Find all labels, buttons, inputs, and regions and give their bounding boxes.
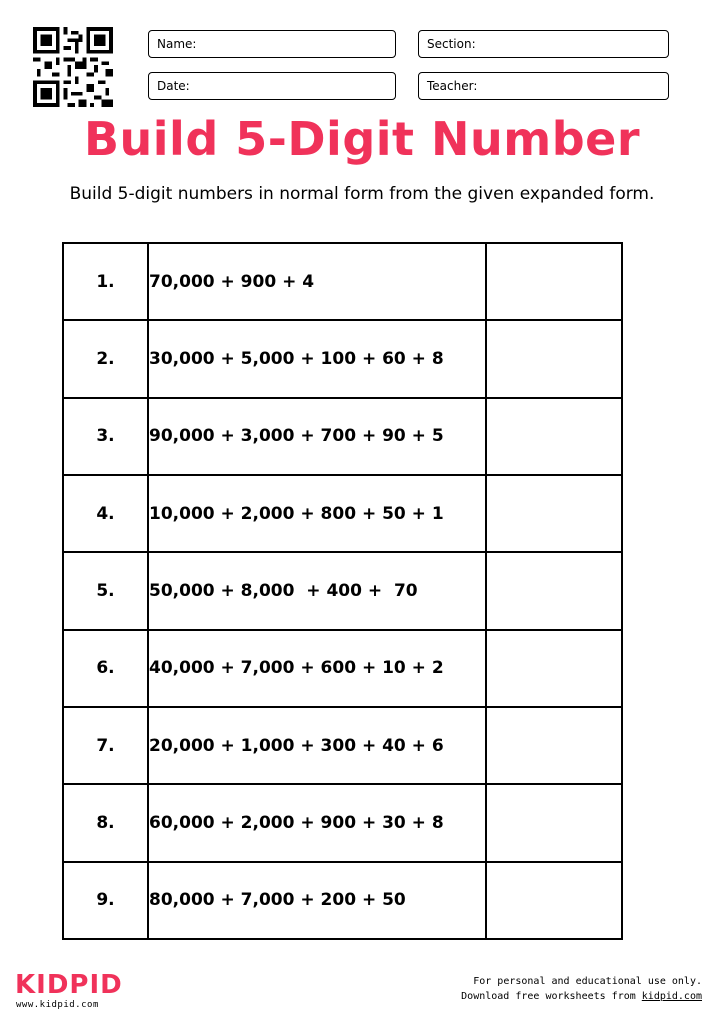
table-row bbox=[63, 320, 622, 397]
instructions: Build 5-digit numbers in normal form from the given expanded form. bbox=[69, 184, 655, 204]
date-field[interactable] bbox=[148, 72, 396, 100]
footer-link[interactable]: kidpid.com bbox=[641, 991, 702, 1002]
row-number: 9. bbox=[63, 862, 148, 939]
table-row bbox=[63, 243, 622, 320]
expanded-form: 30,000 + 5,000 + 100 + 60 + 8 bbox=[148, 320, 486, 397]
footer-line2 bbox=[461, 989, 702, 1004]
answer-box[interactable] bbox=[486, 552, 622, 629]
row-number: 7. bbox=[63, 707, 148, 784]
row-number: 1. bbox=[63, 243, 148, 320]
kidpid-logo: KIDPID bbox=[15, 970, 123, 1000]
answer-box[interactable] bbox=[486, 320, 622, 397]
section-field[interactable] bbox=[418, 30, 669, 58]
expanded-form: 70,000 + 900 + 4 bbox=[148, 243, 486, 320]
page-title: Build 5-Digit Number bbox=[83, 112, 641, 166]
footer-line2-prefix: Download free worksheets from bbox=[461, 991, 642, 1002]
answer-box[interactable] bbox=[486, 707, 622, 784]
name-field[interactable] bbox=[148, 30, 396, 58]
answer-box[interactable] bbox=[486, 862, 622, 939]
teacher-label: Teacher: bbox=[427, 79, 478, 93]
row-number: 2. bbox=[63, 320, 148, 397]
expanded-form: 20,000 + 1,000 + 300 + 40 + 6 bbox=[148, 707, 486, 784]
expanded-form: 90,000 + 3,000 + 700 + 90 + 5 bbox=[148, 398, 486, 475]
answer-box[interactable] bbox=[486, 475, 622, 552]
row-number: 5. bbox=[63, 552, 148, 629]
table-row bbox=[63, 552, 622, 629]
expanded-form: 50,000 + 8,000 + 400 + 70 bbox=[148, 552, 486, 629]
answer-box[interactable] bbox=[486, 243, 622, 320]
row-number: 4. bbox=[63, 475, 148, 552]
logo-url: www.kidpid.com bbox=[16, 1000, 99, 1010]
teacher-field[interactable] bbox=[418, 72, 669, 100]
table-row bbox=[63, 398, 622, 475]
table-row bbox=[63, 707, 622, 784]
table-row bbox=[63, 475, 622, 552]
row-number: 6. bbox=[63, 630, 148, 707]
name-label: Name: bbox=[157, 37, 197, 51]
footer-note bbox=[461, 974, 702, 1004]
expanded-form: 40,000 + 7,000 + 600 + 10 + 2 bbox=[148, 630, 486, 707]
answer-box[interactable] bbox=[486, 784, 622, 861]
section-label: Section: bbox=[427, 37, 476, 51]
answer-box[interactable] bbox=[486, 398, 622, 475]
qr-code-icon bbox=[33, 27, 113, 107]
footer-line1: For personal and educational use only. bbox=[473, 976, 702, 987]
expanded-form: 10,000 + 2,000 + 800 + 50 + 1 bbox=[148, 475, 486, 552]
expanded-form: 80,000 + 7,000 + 200 + 50 bbox=[148, 862, 486, 939]
date-label: Date: bbox=[157, 79, 190, 93]
row-number: 3. bbox=[63, 398, 148, 475]
table-row bbox=[63, 784, 622, 861]
table-row bbox=[63, 862, 622, 939]
worksheet-table bbox=[62, 242, 623, 940]
expanded-form: 60,000 + 2,000 + 900 + 30 + 8 bbox=[148, 784, 486, 861]
table-row bbox=[63, 630, 622, 707]
row-number: 8. bbox=[63, 784, 148, 861]
answer-box[interactable] bbox=[486, 630, 622, 707]
